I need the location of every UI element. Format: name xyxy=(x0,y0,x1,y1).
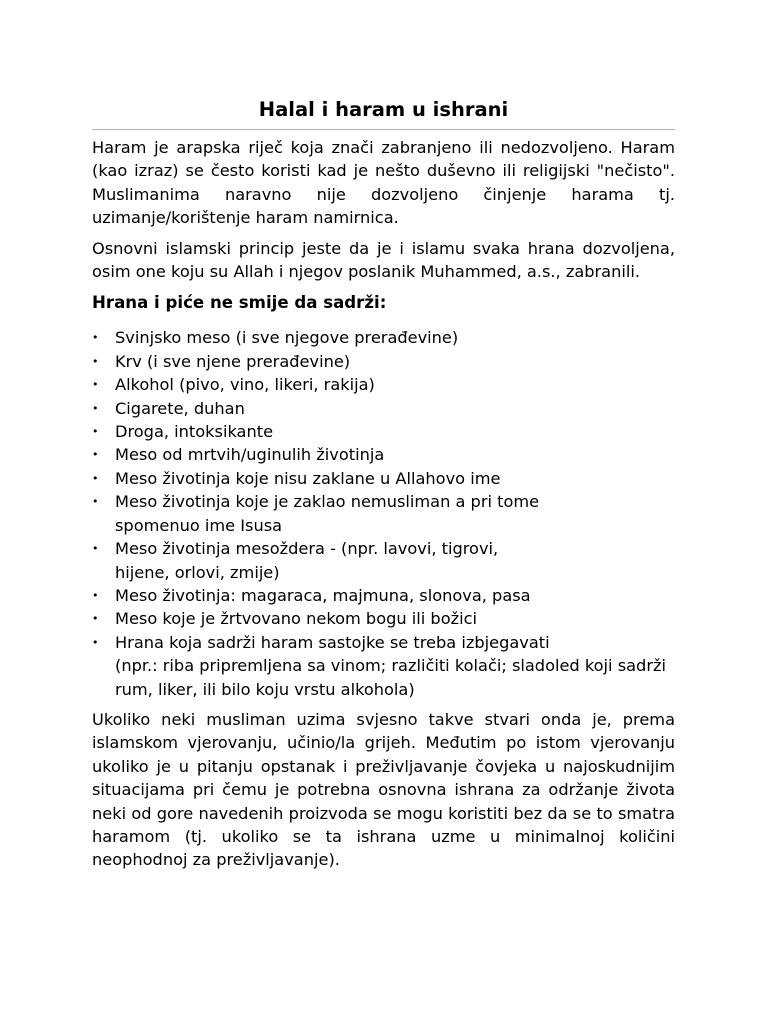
bullet-icon: • xyxy=(92,588,99,602)
bullet-icon: • xyxy=(92,354,99,368)
bullet-icon: • xyxy=(92,495,99,509)
bullet-icon: • xyxy=(92,401,99,415)
list-item-text: Meso životinja koje nisu zaklane u Allahovo ime xyxy=(115,468,501,488)
list-item-text: Meso životinja koje je zaklao nemusliman a pri tome xyxy=(115,492,540,512)
list-item xyxy=(92,350,675,373)
list-item-text: Meso koje je žrtvovano nekom bogu ili božici xyxy=(115,609,478,629)
list-item xyxy=(92,631,675,701)
list-item xyxy=(92,584,675,607)
forbidden-items-list xyxy=(92,326,675,701)
list-item-text: Cigarete, duhan xyxy=(115,398,245,418)
list-item xyxy=(92,373,675,396)
list-item-text-continued: (npr.: riba pripremljena sa vinom; različiti kolači; sladoled koji sadrži rum, liker, ili bilo koju vrstu alkohola) xyxy=(115,656,666,699)
list-item-text: Krv (i sve njene prerađevine) xyxy=(115,351,351,371)
list-item-text: Hrana koja sadrži haram sastojke se treba izbjegavati xyxy=(115,632,550,652)
list-item xyxy=(92,420,675,443)
list-item-text-continued: spomenuo ime Isusa xyxy=(115,515,283,535)
document-title: Halal i haram u ishrani xyxy=(92,96,675,130)
list-item-text: Meso od mrtvih/uginulih životinja xyxy=(115,445,385,465)
list-item xyxy=(92,607,675,630)
bullet-icon: • xyxy=(92,471,99,485)
list-item-text: Alkohol (pivo, vino, likeri, rakija) xyxy=(115,375,375,395)
list-item-text-continued: hijene, orlovi, zmije) xyxy=(115,562,280,582)
bullet-icon: • xyxy=(92,542,99,556)
document-page xyxy=(92,96,675,872)
paragraph-islamic-principle: Osnovni islamski princip jeste da je i islamu svaka hrana dozvoljena, osim one koju su Allah i njegov poslanik Muhammed, a.s., zabranili. xyxy=(92,238,675,282)
paragraph-exceptions: Ukoliko neki musliman uzima svjesno takve stvari onda je, prema islamskom vjerovanju, učinio/la grijeh. Međutim po istom vjerovanju ukoliko je u pitanju opstanak i preživljavanje čovjeka u najoskudnijim situacijama pri čemu je potrebna osnovna ishrana za održanje života neki od gore navedenih proizvoda se mogu koristiti bez da se to smatra haramom (tj. ukoliko se ta ishrana uzme u minimalnoj količini neophodnoj za preživljavanje). xyxy=(92,709,675,870)
list-item xyxy=(92,467,675,490)
bullet-icon: • xyxy=(92,612,99,626)
list-item-text: Svinjsko meso (i sve njegove prerađevine) xyxy=(115,328,459,348)
bullet-icon: • xyxy=(92,331,99,345)
bullet-icon: • xyxy=(92,378,99,392)
bullet-icon: • xyxy=(92,635,99,649)
list-item xyxy=(92,537,675,584)
list-item xyxy=(92,326,675,349)
paragraph-haram-definition: Haram je arapska riječ koja znači zabranjeno ili nedozvoljeno. Haram (kao izraz) se često koristi kad je nešto duševno ili religijski "nečisto". Muslimanima naravno nije dozvoljeno činjenje harama tj. uzimanje/korištenje haram namirnica. xyxy=(92,138,675,228)
bullet-icon: • xyxy=(92,425,99,439)
list-item xyxy=(92,490,675,537)
list-item-text: Droga, intoksikante xyxy=(115,422,274,442)
list-item xyxy=(92,397,675,420)
list-item-text: Meso životinja: magaraca, majmuna, slonova, pasa xyxy=(115,585,531,605)
list-item xyxy=(92,443,675,466)
bullet-icon: • xyxy=(92,448,99,462)
forbidden-list-heading: Hrana i piće ne smije da sadrži: xyxy=(92,293,387,313)
list-item-text: Meso životinja mesoždera - (npr. lavovi, tigrovi, xyxy=(115,539,499,559)
